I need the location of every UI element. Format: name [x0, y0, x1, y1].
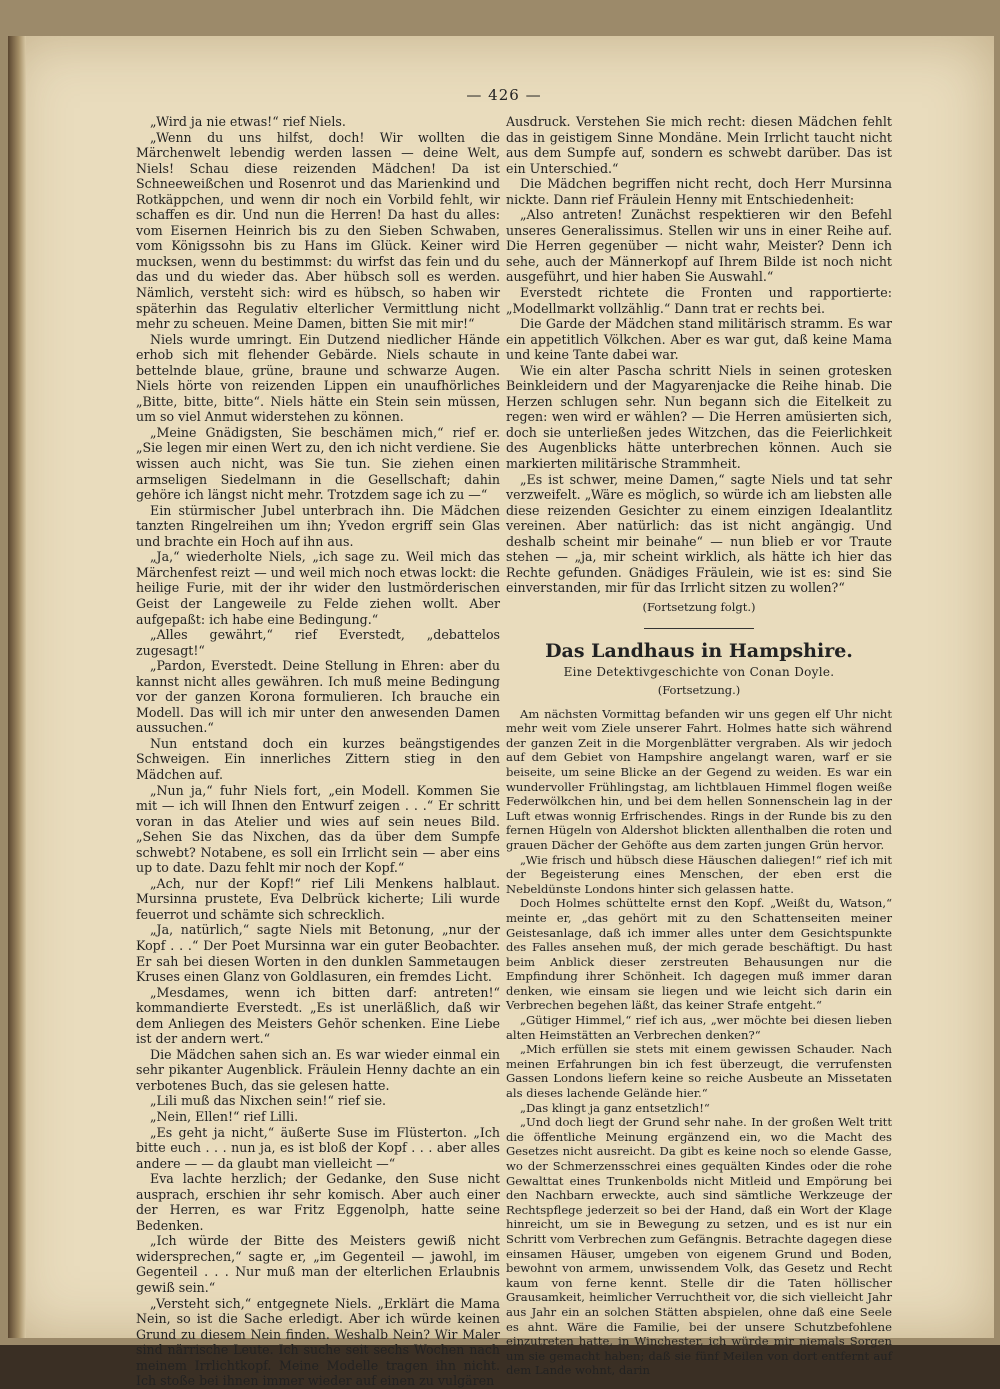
paragraph: Die Mädchen begriffen nicht recht, doch Herr Mursinna nickte. Dann rief Fräulein Henny mit Entschiedenheit:: [506, 176, 892, 207]
page-number: — 426 —: [466, 86, 542, 104]
paragraph: „Und doch liegt der Grund sehr nahe. In der großen Welt tritt die öffentliche Meinung ergänzend ein, wo die Macht des Gesetzes nicht ausreicht. Da gibt es keine noch so elende Gasse, wo der Schmerzensschrei eines gequälten Kindes oder die rohe Gewalttat eines Trunkenbolds nicht Mitleid und Empörung bei den Nachbarn erweckte, auch sind sämtliche Werkzeuge der Rechtspflege jederzeit so bei der Hand, daß ein Wort der Klage hinreicht, um sie in Bewegung zu setzen, und es ist nur ein Schritt vom Verbrechen zum Gefängnis. Betrachte dagegen diese einsamen Häuser, umgeben von eigenem Grund und Boden, bewohnt von armem, unwissendem Volk, das Gesetz und Recht kaum von ferne kennt. Stelle dir die Taten höllischer Grausamkeit, heimlicher Verruchtheit vor, die sich vielleicht Jahr aus Jahr ein an solchen Stätten abspielen, ohne daß eine Seele es ahnt. Wäre die Familie, bei der unsere Schutzbefohlene einzutreten hatte, in Winchester, ich würde mir niemals Sorgen um sie gemacht haben; daß sie fünf Meilen von dort entfernt auf dem Lande wohnt, darin: [506, 1115, 892, 1378]
story-subtitle: Eine Detektivgeschichte von Conan Doyle.: [563, 664, 835, 679]
paragraph: „Lili muß das Nixchen sein!“ rief sie.: [150, 1093, 387, 1109]
page-gutter: [8, 36, 26, 1338]
paragraph: „Gütiger Himmel,“ rief ich aus, „wer möchte bei diesen lieben alten Heimstätten an Verbrechen denken?“: [506, 1013, 892, 1042]
paragraph: „Alles gewährt,“ rief Everstedt, „debattelos zugesagt!“: [136, 627, 500, 658]
newspaper-page: [8, 36, 994, 1389]
paragraph: „Das klingt ja ganz entsetzlich!“: [520, 1100, 710, 1115]
paragraph: Nun entstand doch ein kurzes beängstigendes Schweigen. Ein innerliches Zittern stieg in den Mädchen auf.: [136, 735, 500, 782]
paragraph: „Es ist schwer, meine Damen,“ sagte Niels und tat sehr verzweifelt. „Wäre es möglich, so würde ich am liebsten alle diese reizenden Gesichter zu einem einzigen Idealantlitz vereinen. Aber natürlich: das ist nicht angängig. Und deshalb scheint mir beinahe“ — nun blieb er vor Traute stehen — „ja, mir scheint wirklich, als hätte ich hier das Rechte gefunden. Gnädiges Fräulein, wie ist es: sind Sie einverstanden, mir für das Irrlicht sitzen zu wollen?“: [506, 471, 892, 596]
paragraph: „Ich würde der Bitte des Meisters gewiß nicht widersprechen,“ sagte er, „im Gegenteil — jawohl, im Gegenteil . . . Nur muß man der elterlichen Erlaubnis gewiß sein.“: [136, 1233, 500, 1296]
left-column: [136, 114, 500, 1389]
paragraph: „Wie frisch und hübsch diese Häuschen daliegen!“ rief ich mit der Begeisterung eines Menschen, der eben erst die Nebeldünste Londons hinter sich gelassen hatte.: [506, 852, 892, 896]
paragraph: Die Garde der Mädchen stand militärisch stramm. Es war ein appetitlich Völkchen. Aber es war gut, daß keine Mama und keine Tante dabei war.: [506, 316, 892, 363]
paragraph: „Versteht sich,“ entgegnete Niels. „Erklärt die Mama Nein, so ist die Sache erledigt. Aber ich würde keinen Grund zu diesem Nein finden. Weshalb Nein? Wir Maler sind närrische Leute. Ich suche seit sechs Wochen nach meinem Irrlichtkopf. Meine Modelle tragen ihn nicht. Ich stoße bei ihnen immer wieder auf einen zu vulgären: [136, 1295, 500, 1389]
continued-note: (Fortsetzung folgt.): [642, 599, 756, 614]
paragraph: „Es geht ja nicht,“ äußerte Suse im Flüsterton. „Ich bitte euch . . . nun ja, es ist bloß der Kopf . . . aber alles andere — — da glaubt man vielleicht —“: [136, 1124, 500, 1171]
paragraph: „Ach, nur der Kopf!“ rief Lili Menkens halblaut. Mursinna prustete, Eva Delbrück kicherte; Lili wurde feuerrot und schämte sich schrecklich.: [136, 875, 500, 922]
paragraph: Wie ein alter Pascha schritt Niels in seinen grotesken Beinkleidern und der Magyarenjacke die Reihe hinab. Die Herzen schlugen sehr. Nun begann sich die Eitelkeit zu regen: wen wird er wählen? — Die Herren amüsierten sich, doch sie unterließen jedes Witzchen, das die Feierlichkeit des Augenblicks hätte unterbrechen können. Auch sie markierten militärische Strammheit.: [506, 362, 892, 472]
paragraph: „Ja,“ wiederholte Niels, „ich sage zu. Weil mich das Märchenfest reizt — und weil mich noch etwas lockt: die heilige Furie, mit der ihr wider den lustmörderischen Geist der Langeweile zu Felde ziehen wollt. Aber aufgepaßt: ich habe eine Bedingung.“: [136, 549, 500, 627]
paragraph: „Nun ja,“ fuhr Niels fort, „ein Modell. Kommen Sie mit — ich will Ihnen den Entwurf zeigen . . .“ Er schritt voran in das Atelier und wies auf sein neues Bild. „Sehen Sie das Nixchen, das da über dem Sumpfe schwebt? Notabene, es soll ein Irrlicht sein — aber eins up to date. Dazu fehlt mir noch der Kopf.“: [136, 782, 500, 876]
paragraph: „Meine Gnädigsten, Sie beschämen mich,“ rief er. „Sie legen mir einen Wert zu, den ich nicht verdiene. Sie wissen auch nicht, was Sie tun. Sie ziehen einen armseligen Siedelmann in die Gesellschaft; dahin gehöre ich längst nicht mehr. Trotzdem sage ich zu —“: [136, 424, 500, 503]
story2-body: [506, 707, 892, 1378]
paragraph: „Mesdames, wenn ich bitten darf: antreten!“ kommandierte Everstedt. „Es ist unerläßlich, daß wir dem Anliegen des Meisters Gehör schenken. Eine Liebe ist der andern wert.“: [136, 984, 500, 1047]
paragraph: Am nächsten Vormittag befanden wir uns gegen elf Uhr nicht mehr weit vom Ziele unserer Fahrt. Holmes hatte sich während der ganzen Zeit in die Morgenblätter vergraben. Als wir jedoch auf dem Gebiet von Hampshire angelangt waren, warf er sie beiseite, um seine Blicke an der Gegend zu weiden. Es war ein wundervoller Frühlingstag, am lichtblauen Himmel flogen weiße Federwölkchen hin, und bei dem hellen Sonnenschein lag in der Luft etwas wonnig Erfrischendes. Rings in der Runde bis zu den fernen Hügeln von Aldershot blickten allenthalben die roten und grauen Dächer der Gehöfte aus dem zarten jungen Grün hervor.: [506, 706, 892, 852]
paragraph: Eva lachte herzlich; der Gedanke, den Suse nicht ausprach, erschien ihr sehr komisch. Aber auch einer der Herren, es war Fritz Eggenolph, hatte seine Bedenken.: [136, 1171, 500, 1233]
paragraph: „Pardon, Everstedt. Deine Stellung in Ehren: aber du kannst nicht alles gewähren. Ich muß meine Bedingung vor der ganzen Korona formulieren. Ich brauche ein Modell. Das will ich mir unter den anwesenden Damen aussuchen.“: [136, 658, 500, 736]
right-column: [506, 114, 892, 1378]
story-title: Das Landhaus in Hampshire.: [545, 639, 853, 662]
section-rule: [644, 628, 754, 629]
paragraph: Ein stürmischer Jubel unterbrach ihn. Die Mädchen tanzten Ringelreihen um ihn; Yvedon ergriff sein Glas und brachte ein Hoch auf ihn aus.: [136, 502, 500, 549]
paragraph: „Wenn du uns hilfst, doch! Wir wollten die Märchenwelt lebendig werden lassen — deine Welt, Niels! Schau diese reizenden Mädchen! Da ist Schneeweißchen und Rosenrot und das Marienkind und Rotkäppchen, und wenn dir noch ein Vorbild fehlt, wir schaffen es dir. Und nun die Herren! Da hast du alles: vom Eisernen Heinrich bis zu den Sieben Schwaben, vom Königssohn bis zu Hans im Glück. Keiner wird mucksen, wenn du bestimmst: du wirfst das fein und du das und du wieder das. Aber hübsch soll es werden. Nämlich, versteht sich: wird es hübsch, so haben wir späterhin das Regulativ elterlicher Vermittlung nicht mehr zu scheuen. Meine Damen, bitten Sie mit mir!“: [136, 129, 500, 332]
paragraph: „Wird ja nie etwas!“ rief Niels.: [150, 114, 346, 129]
story-continued-note: (Fortsetzung.): [657, 683, 741, 698]
paragraph: Niels wurde umringt. Ein Dutzend niedlicher Hände erhob sich mit flehender Gebärde. Niels schaute in bettelnde blaue, grüne, braune und schwarze Augen. Niels hörte von reizenden Lippen ein unaufhörliches „Bitte, bitte, bitte“. Niels hätte ein Stein sein müssen, um so viel Anmut widerstehen zu können.: [136, 331, 500, 425]
story1-continuation: [506, 114, 892, 596]
paragraph: Die Mädchen sahen sich an. Es war wieder einmal ein sehr pikanter Augenblick. Fräulein Henny dachte an ein verbotenes Buch, das sie gelesen hatte.: [136, 1046, 500, 1093]
paragraph: Everstedt richtete die Fronten und rapportierte: „Modellmarkt vollzählig.“ Dann trat er rechts bei.: [506, 285, 892, 316]
paragraph: „Also antreten! Zunächst respektieren wir den Befehl unseres Generalissimus. Stellen wir uns in einer Reihe auf. Die Herren gegenüber — nicht wahr, Meister? Denn ich sehe, auch der Männerkopf auf Ihrem Bilde ist noch nicht ausgeführt, und hier haben Sie Auswahl.“: [506, 207, 892, 285]
paragraph: Ausdruck. Verstehen Sie mich recht: diesen Mädchen fehlt das in geistigem Sinne Mondäne. Mein Irrlicht taucht nicht aus dem Sumpfe auf, sondern es schwebt darüber. Das ist ein Unterschied.“: [506, 114, 892, 176]
paragraph: „Ja, natürlich,“ sagte Niels mit Betonung, „nur der Kopf . . .“ Der Poet Mursinna war ein guter Beobachter. Er sah bei diesen Worten in den dunklen Sammetaugen Kruses einen Glanz von Goldlasuren, ein fremdes Licht.: [136, 922, 500, 985]
paragraph: „Nein, Ellen!“ rief Lilli.: [150, 1109, 299, 1124]
paragraph: „Mich erfüllen sie stets mit einem gewissen Schauder. Nach meinen Erfahrungen bin ich fest überzeugt, die verrufensten Gassen Londons liefern keine so reiche Ausbeute an Missetaten als dieses lachende Gelände hier.“: [506, 1042, 892, 1101]
paragraph: Doch Holmes schüttelte ernst den Kopf. „Weißt du, Watson,“ meinte er, „das gehört mit zu den Schattenseiten meiner Geistesanlage, daß ich immer alles unter dem Gesichtspunkte des Falles ansehen muß, der mich gerade beschäftigt. Du hast beim Anblick dieser zerstreuten Behausungen nur die Empfindung ihrer Schönheit. Ich dagegen muß immer daran denken, wie einsam sie liegen und wie leicht sich darin ein Verbrechen begehen läßt, das keiner Strafe entgeht.“: [506, 896, 892, 1013]
